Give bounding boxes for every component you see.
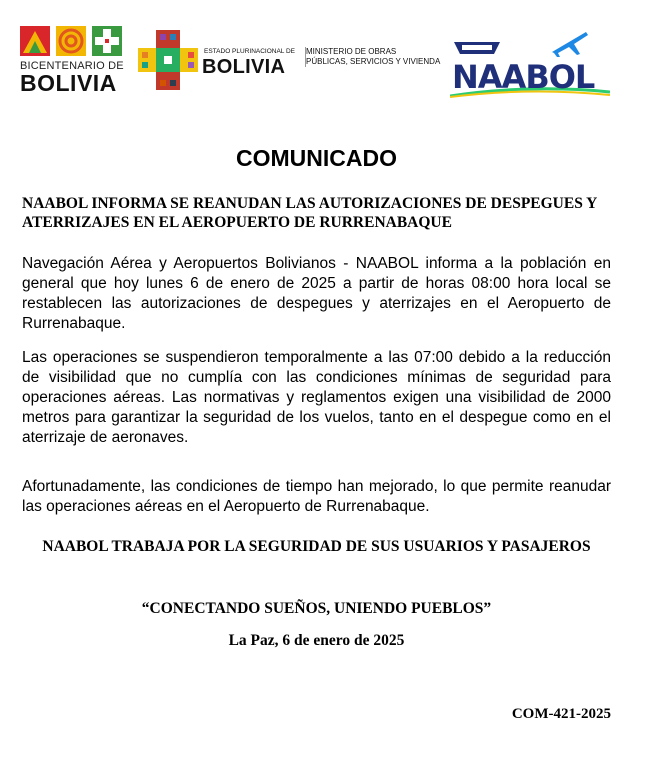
document-code: COM-421-2025 [511, 706, 611, 722]
paragraph-1: Navegación Aérea y Aeropuertos Bolivianos - NAABOL informa a la población en general que hoy lunes 6 de enero de 2025 a partir de horas 08:00 hora local se restablecen las autorizaciones de despegues y aterrizajes en el Aeropuerto de Rurrenabaque. [22, 255, 611, 332]
dateline: La Paz, 6 de enero de 2025 [228, 632, 405, 649]
andean-cross-icon [92, 26, 122, 56]
paragraph-2: Las operaciones se suspendieron temporalmente a las 07:00 debido a la reducción de visibilidad que no cumplía con las condiciones mínimas de seguridad para operaciones aéreas. Las normativas y reglamentos exigen una visibilidad de 2000 metros para garantizar la seguridad de los vuelos, tanto en el despegue como en el aterrizaje de aeronaves. [22, 349, 611, 446]
bicentenario-subtitle: BICENTENARIO DE [20, 60, 124, 72]
ministerio-line1: MINISTERIO DE OBRAS [306, 47, 397, 56]
airplane-icon [550, 28, 590, 58]
document-title: COMUNICADO [236, 145, 397, 171]
motto: “CONECTANDO SUEÑOS, UNIENDO PUEBLOS” [141, 600, 492, 617]
bicentenario-title: BOLIVIA [20, 70, 117, 96]
estado-subtitle: ESTADO PLURINACIONAL DE [204, 48, 296, 55]
chakana-icon [20, 26, 50, 56]
bicentenario-icons [20, 26, 130, 56]
estado-title: BOLIVIA [202, 56, 286, 78]
ministerio-line2: PÚBLICAS, SERVICIOS Y VIVIENDA [306, 57, 441, 66]
estado-plurinacional-logo [138, 30, 294, 90]
naabol-logo [450, 28, 612, 98]
naabol-wordmark: NAABOL [452, 58, 595, 96]
letterhead [0, 0, 655, 110]
paragraph-3: Afortunadamente, las condiciones de tiempo han mejorado, lo que permite reanudar las operaciones aéreas en el Aeropuerto de Rurrenabaque. [22, 478, 611, 515]
bicentenario-logo [20, 26, 130, 101]
sun-spiral-icon [56, 26, 86, 56]
coat-of-arms-icon [138, 30, 198, 90]
document-subheading: NAABOL INFORMA SE REANUDAN LAS AUTORIZACIONES DE DESPEGUES Y ATERRIZAJES EN EL AEROPUERTO DE RURRENABAQUE [22, 195, 597, 231]
safety-slogan: NAABOL TRABAJA POR LA SEGURIDAD DE SUS USUARIOS Y PASAJEROS [42, 538, 591, 555]
ministerio-logo [305, 47, 446, 67]
